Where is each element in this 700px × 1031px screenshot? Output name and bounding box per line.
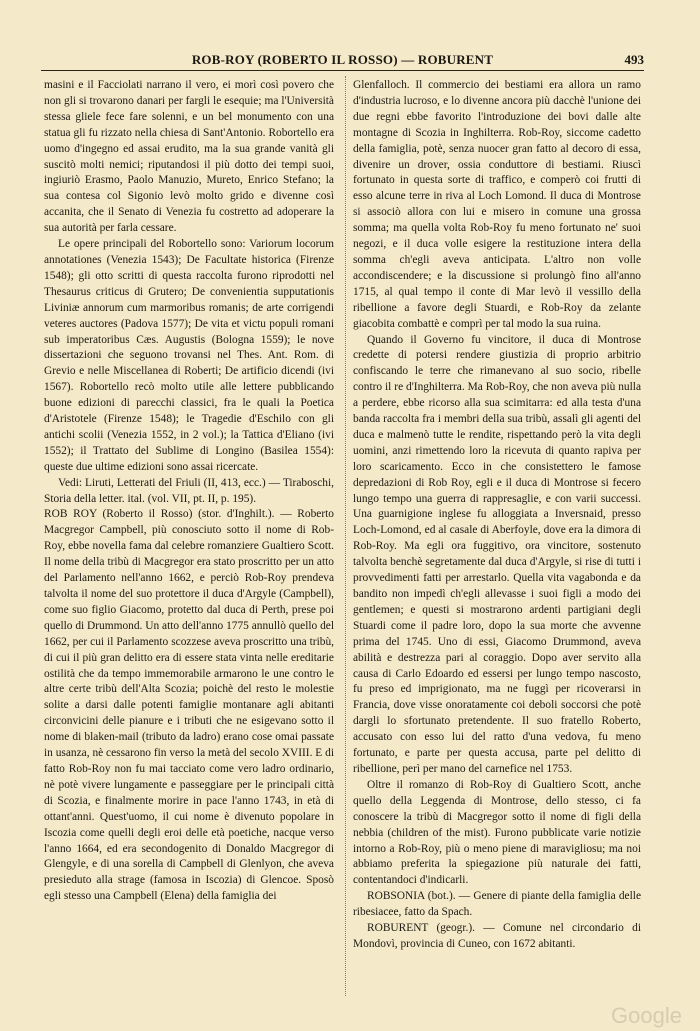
paragraph: Oltre il romanzo di Rob-Roy di Gualtiero Scott, anche quello della Leggenda di Montrose, dello stesso, ci fa conoscere la tribù di Macgregor sotto il nome di figli della nebbia (children of the mist). Furono pubblicate varie notizie intorno a Rob-Roy, più o meno piene di maravigliosu; ma noi abbiamo preferita la spiegazione più naturale dei fatti, contentandoci d'indicarli. [353,778,641,887]
page-header [41,50,644,71]
entry-robsonia: ROBSONIA (bot.). — Genere di piante della famiglia delle ribesiacee, fatto da Spach. [353,890,641,919]
paragraph: Quando il Governo fu vincitore, il duca di Montrose credette di potersi rendere giustizia di proprio arbitrio confiscando le terre che rimanevano al suo socio, ribelle contro il re d'Inghilterra. Ma Rob-Roy, che non aveva più nulla a perdere, ebbe ricorso alla sua scimitarra: ed alla testa d'una banda raccolta fra i membri della sua tribù, assalì gli agenti del duca e malmenò tutte le rendite, rispettando però la vita degli uomini, anzi rimettendo loro la ricevuta di quanto rapiva per loro scaricamento. Ecco in che consistettero le famose depredazioni di Rob Roy, egli e il duca di Montrose si fecero lungo tempo una guerra di rappresaglie, e con varii successi. Una guarnigione inglese fu alloggiata a Inversnaid, presso Loch-Lomond, ed al casale di Aberfoyle, dove era la dimora di Rob-Roy. Ma egli ora fuggitivo, ora vincitore, sostenuto talvolta benchè segretamente dal duca d'Argyle, si rise di tutti i provvedimenti fatti per arrestarlo. Quella vita vagabonda e da bandito non impedì ch'egli allevasse i suoi figli a modo dei gentlemen; e questi si mostrarono ardenti partigiani degli Stuardi come il padre loro, dopo la sua morte che avvenne prima del 1745. Uno di essi, Giacomo Drummond, aveva abilità e destrezza pari al coraggio. Dopo aver servito alla causa di Carlo Edoardo ed essersi per lungo tempo nascosto, fu preso ed imprigionato, ma ne fuggì per ricoverarsi in Francia, dove visse onoratamente coi deboli soccorsi che potè dargli lo sfortunato pretendente. Il suo fratello Roberto, accusato con esso lui del ratto d'una vedova, fu meno fortunato, e parte per questa accusa, parte pel delitto di ribellione, perì per mano del carnefice nel 1753. [353,333,641,775]
column-divider [345,76,346,996]
paragraph: Vedi: Liruti, Letterati del Friuli (II, 413, ecc.) — Tiraboschi, Storia della letter. ital. (vol. VII, pt. II, p. 195). [44,476,334,505]
entry-rob-roy: ROB ROY (Roberto il Rosso) (stor. d'Inghilt.). — Roberto Macgregor Campbell, più conosciuto sotto il nome di Rob-Roy, ebbe novella fama dal celebre romanziere Gualtiero Scott. Il nome della tribù di Macgregor era stato proscritto per un atto del Parlamento nell'anno 1662, e perciò Rob-Roy prendeva talvolta il nome del suo protettore il duca d'Argyle (Campbell), come suo figlio Giacomo, protetto dal duca di Perth, prese poi quello di Drummond. Un atto dell'anno 1775 annullò quello del 1662, per cui il Parlamento scozzese aveva proscritto una tribù, di cui il più gran delitto era di essere stata vinta nelle ereditarie ostilità che da tempo immemorabile armarono le une contro le altre certe tribù dell'Alta Scozia; poichè del resto le molestie solite a darsi dalle potenti famiglie montanare agli abitanti circonvicini delle pianure e i tributi che ne esigevano sotto il nome di blaken-mail (tributo da ladro) erano cose omai passate in usanza, nè cessarono fin verso la metà del secolo XVIII. E di fatto Rob-Roy non fu mai tacciato come vero ladro ordinario, nè potè vivere lungamente e passeggiare per le principali città di Scozia, e finalmente morire in pace l'anno 1743, in età di ottant'anni. Quest'uomo, il cui nome è divenuto popolare in Iscozia come quelli degli eroi delle età poetiche, nacque verso l'anno 1664, ed era secondogenito di Donaldo Macgregor di Glengyle, e di una sorella di Campbell di Glenlyon, che aveva presieduto alla strage (famosa in Iscozia) di Glencoe. Sposò egli stesso una Campbell (Elena) della famiglia dei [44,508,334,903]
watermark-logo: Google [611,1003,682,1028]
right-column [353,78,641,953]
running-title: ROB-ROY (ROBERTO IL ROSSO) — ROBURENT [191,52,494,67]
paragraph: Glenfalloch. Il commercio dei bestiami era allora un ramo d'industria lucroso, e lo divenne ancora più dacchè l'unione dei due regni ebbe favorito l'introduzione dei bovi dalle alte montagne di Scozia in Inghilterra. Rob-Roy, siccome cadetto della famiglia, potè, senza nuocer gran fatto al decoro di essa, divenire un drover, ossia conduttore di bestiami. Riuscì fortunato in questa sorte di traffico, e comperò coi frutti di esso alcune terre in riva al Loch Lomond. Il duca di Montrose si associò allora con lui e misero in comune una grossa somma; ma quella volta Rob-Roy fu meno fortunato ne' suoi negozi, e il duca volle esigere la restituzione intera della somma ch'egli aveva anticipata. L'altro non volle accondiscendere; e la discussione si prolungò fino all'anno 1715, al qual tempo il conte di Mar levò il vessillo della ribellione a favore degli Stuardi, e Rob-Roy da zelante giacobita combattè e comprì per tal modo la sua ruina. [353,79,641,330]
entry-roburent: ROBURENT (geogr.). — Comune nel circondario di Mondovì, provincia di Cuneo, con 1672 abitanti. [353,922,641,950]
left-column [44,78,334,905]
page-number: 493 [624,52,644,67]
paragraph: masini e il Facciolati narrano il vero, ei morì così povero che non gli si trovarono danari per fargli le esequie; ma l'Università stessa gliele fece fare solenni, e un bel monumento con una statua gli fu rizzato nella chiesa di Sant'Antonio. Robortello era uomo d'ingegno ed assai erudito, ma la sua grande vanità gli suscitò molti nemici; riputandosi il più dotto dei tempi suoi, ingiuriò Erasmo, Paolo Manuzio, Mureto, Enrico Stefano; la sua contesa col Sigonio levò molto grido e divenne così accanita, che il Senato di Venezia fu costretto ad adoperare la sua autorità per farla cessare. [44,79,334,235]
paragraph: Le opere principali del Robortello sono: Variorum locorum annotationes (Venezia 1543); De Facultate historica (Firenze 1548); gli otto scritti di questa raccolta furono riprodotti nel Thesaurus criticus di Grutero; De convenientia supputationis Liviniæ annorum cum marmoribus romanis; de arte corrigendi veteres auctores (Padova 1577); De vita et victu populi romani sub imperatoribus Cæs. Augustis (Bologna 1559); le nove dissertazioni che seguono trovansi nel Thes. Ant. Rom. di Grevio e nelle Miscellanea di Roberti; De artificio dicendi (ivi 1567). Robortello recò molto utile alle lettere pubblicando buone edizioni di parecchi classici, fra le quali la Poetica d'Aristotele (Firenze 1548); le Tragedie d'Eschilo con gli antichi scolii (Venezia 1552, in 2 vol.); la Tattica d'Eliano (ivi 1552); il Trattato del Sublime di Longino (Basilea 1554): queste due ultime edizioni sono assai ricercate. [44,238,334,473]
